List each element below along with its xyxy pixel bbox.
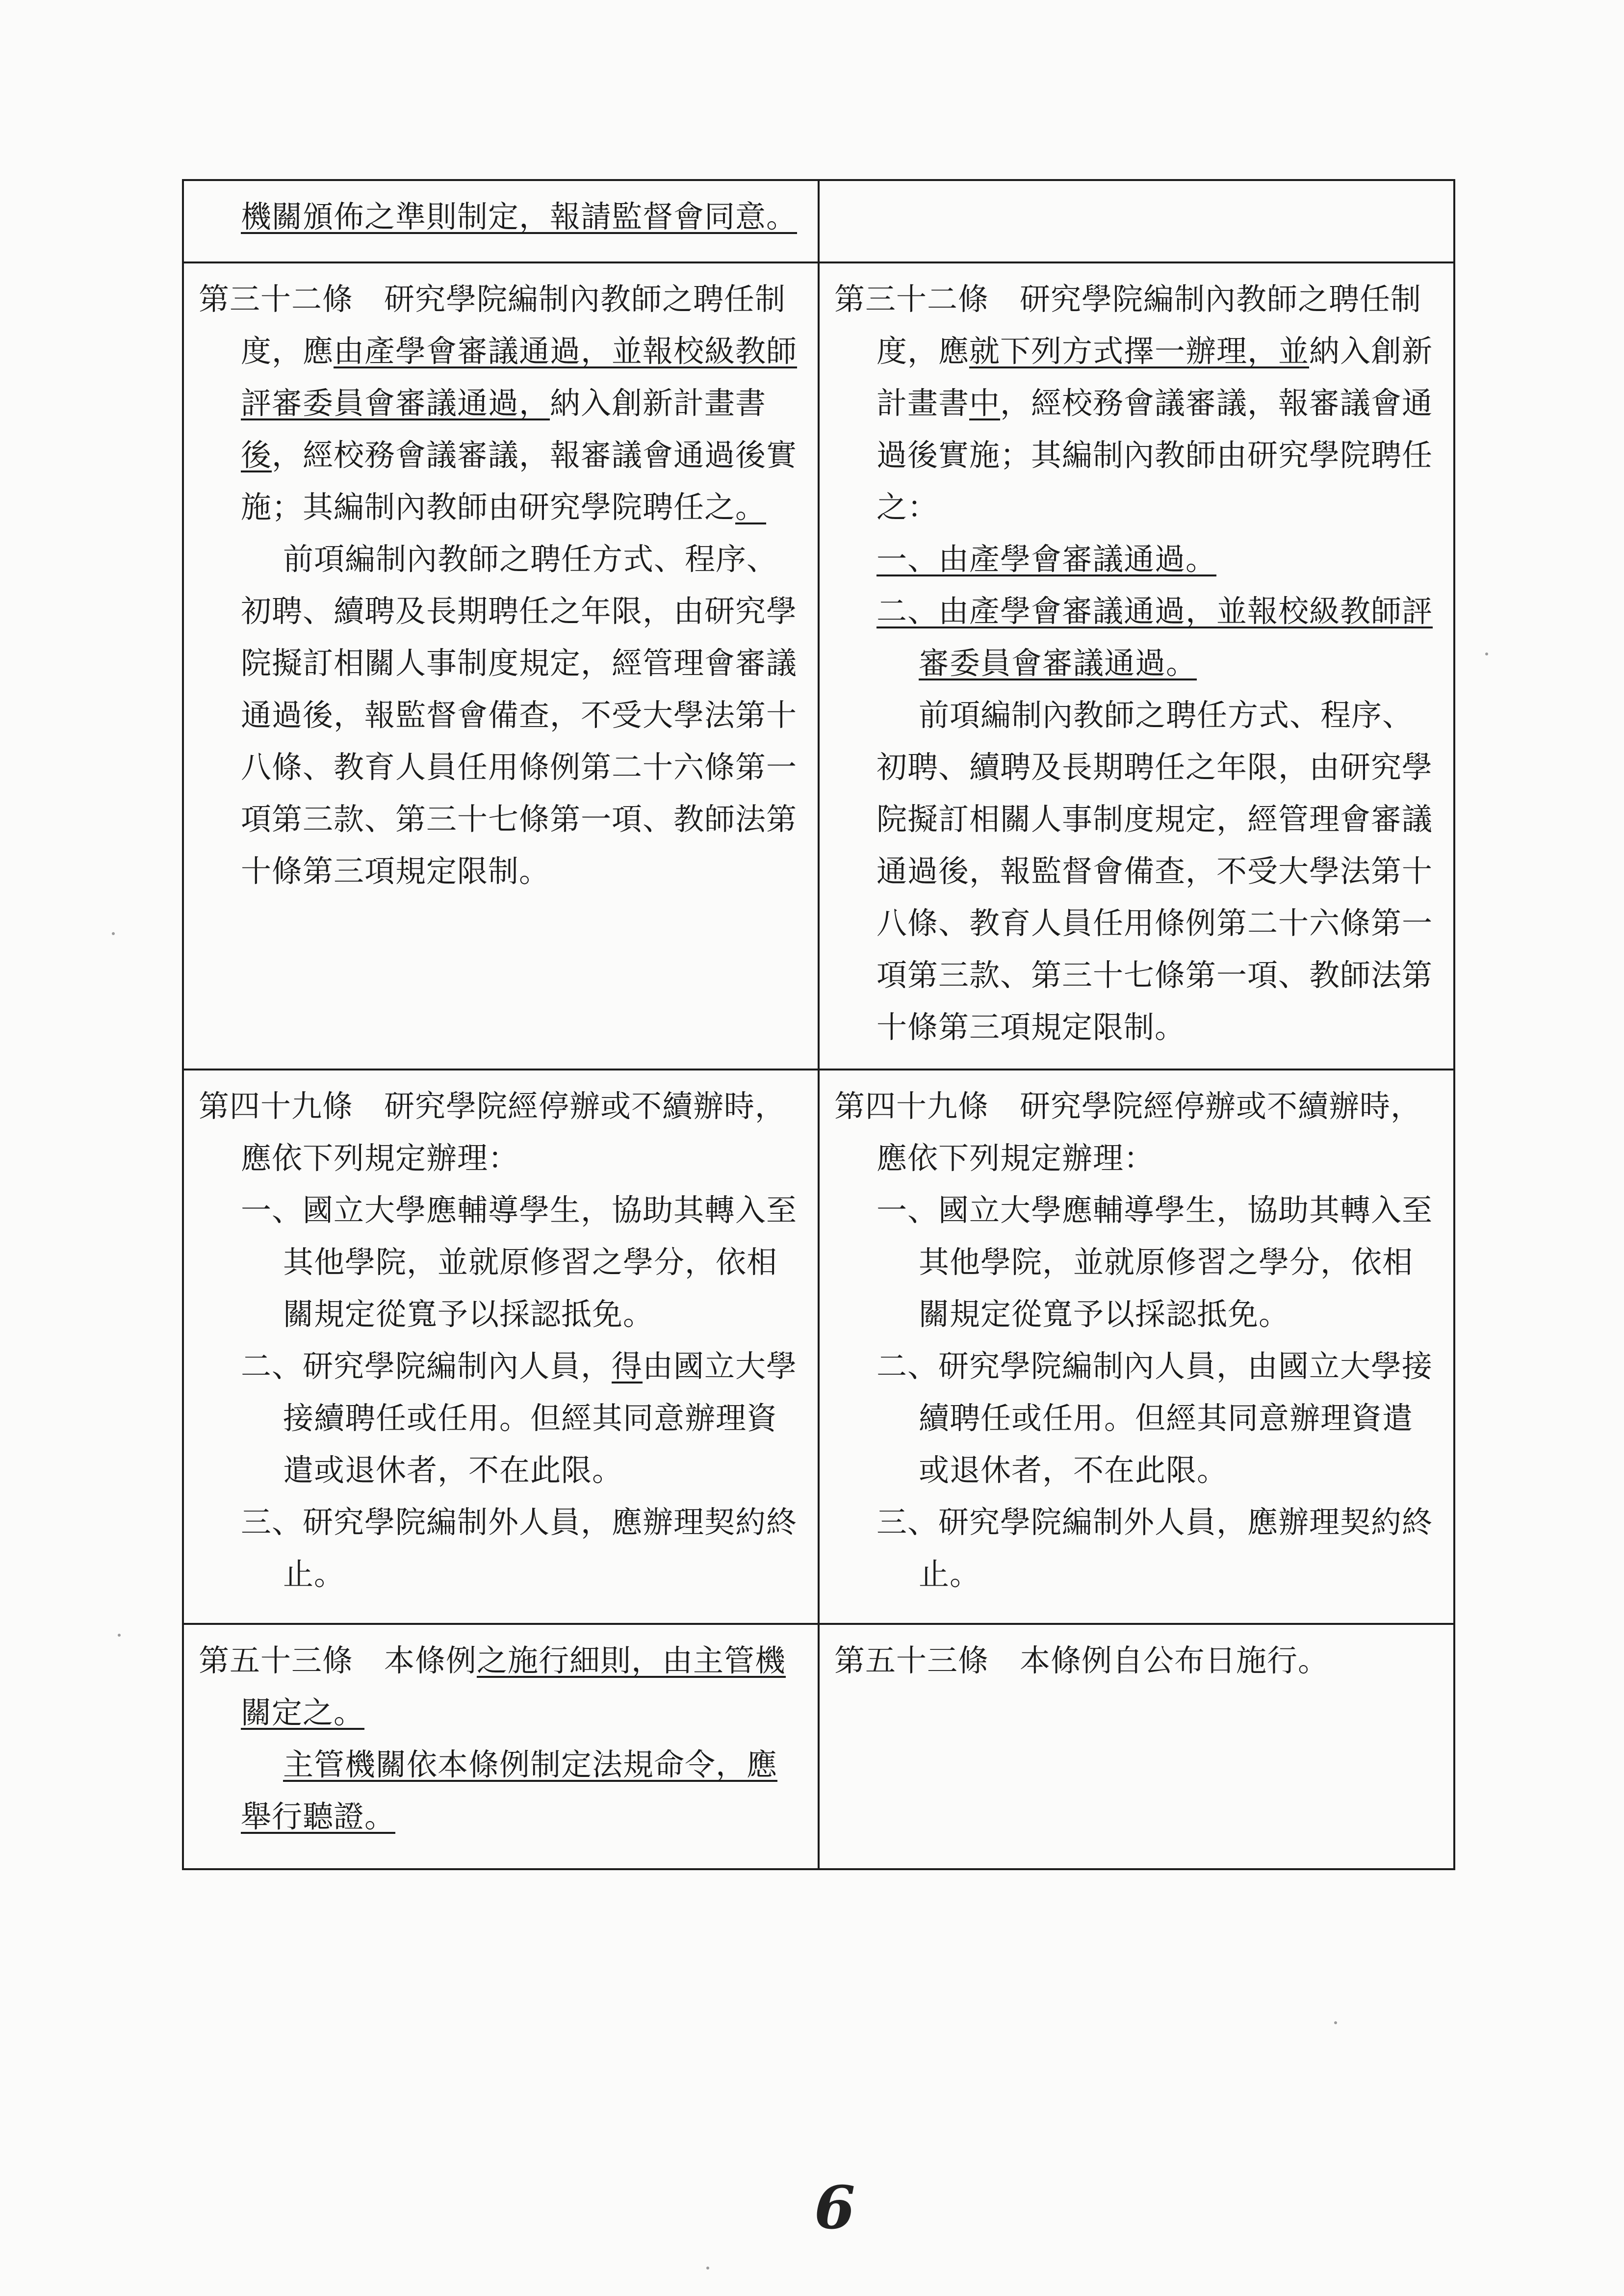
text-run: 由國立大學接續聘任或任用。但經其同意辦理資遣或退休者，不在此限。: [283, 1348, 798, 1488]
article-49-right-item3: 三、研究學院編制外人員，應辦理契約終止。: [876, 1504, 1433, 1592]
table-row: [183, 1070, 1454, 1624]
text-run: 二、研究學院編制內人員，: [241, 1348, 612, 1384]
article-32-left-p2: 前項編制內教師之聘任方式、程序、初聘、續聘及長期聘任之年限，由研究學院擬訂相關人事制度規定，經管理會審議通過後，報監督會備查，不受大學法第十八條、教育人員任用條例第二十六條第一項第三款、第三十七條第一項、教師法第十條第三項規定限制。: [241, 541, 798, 889]
scan-speck: [706, 2267, 709, 2270]
article-49-right-item1: 一、國立大學應輔導學生，協助其轉入至其他學院，並就原修習之學分，依相關規定從寬予以採認抵免。: [876, 1192, 1433, 1332]
article-49-left-item3: 三、研究學院編制外人員，應辦理契約終止。: [241, 1504, 798, 1592]
cell-right-article-32: [819, 262, 1454, 1070]
scan-speck: [1485, 652, 1488, 655]
underlined-run: 由產學會審議通過，並報校級教師評審委員會審議通過，: [241, 333, 798, 421]
underlined-run: 。: [735, 489, 767, 525]
article-53-left-p2: [199, 1739, 803, 1843]
article-49-right-head: 第四十九條 研究學院經停辦或不續辦時，應依下列規定辦理：: [834, 1088, 1422, 1176]
article-32-right-item1: [834, 533, 1439, 585]
table-row: [183, 1624, 1454, 1869]
table-row: [183, 262, 1454, 1070]
cell-right-article-49: [819, 1070, 1454, 1624]
underlined-run: 一、由產學會審議通過。: [876, 541, 1217, 577]
cell-right-continuation: [819, 180, 1454, 262]
cell-left-article-53: [183, 1624, 819, 1869]
article-32-right-p2: 前項編制內教師之聘任方式、程序、初聘、續聘及長期聘任之年限，由研究學院擬訂相關人事制度規定，經管理會審議通過後，報監督會備查，不受大學法第十八條、教育人員任用條例第二十六條第一項第三款、第三十七條第一項、教師法第十條第三項規定限制。: [876, 697, 1433, 1045]
article-53-right-head: 第五十三條 本條例自公布日施行。: [834, 1643, 1329, 1678]
underlined-run: 後: [241, 437, 272, 473]
scan-speck: [1334, 2021, 1337, 2024]
article-32-left-p1: [199, 273, 803, 533]
underlined-run: 就下列方式擇一辦理，並: [969, 333, 1310, 369]
text-run: 度，應: [876, 333, 970, 369]
text-run: 第五十三條 本條例: [199, 1643, 477, 1678]
table-row: [183, 180, 1454, 262]
text-run: 納入創新計畫書: [876, 333, 1433, 421]
article-heading: 第三十二條 研究學院編制內教師之聘任制: [834, 281, 1422, 317]
text-run: 納入創新計畫書: [550, 385, 767, 421]
continuation-text: 機關頒佈之準則制定，報請監督會同意。: [241, 199, 798, 235]
cell-right-article-53: [819, 1624, 1454, 1869]
underlined-run: 主管機關依本條例制定法規命令，應舉行聽證。: [241, 1747, 778, 1834]
scan-speck: [118, 1634, 121, 1637]
scan-speck: [112, 932, 115, 935]
article-49-left-item2: [199, 1340, 803, 1496]
comparison-table: [182, 179, 1455, 1870]
article-53-left-head: [199, 1635, 803, 1739]
article-32-right-item2: [834, 585, 1439, 689]
article-32-right-p1: [834, 273, 1439, 533]
underlined-run: 之施行細則，由主管機關定之。: [241, 1643, 786, 1730]
article-49-right-item2: 二、研究學院編制內人員，由國立大學接續聘任或任用。但經其同意辦理資遣或退休者，不在此限。: [876, 1348, 1433, 1488]
underlined-run: 二、由產學會審議通過，並報校級教師評審委員會審議通過。: [876, 593, 1433, 681]
article-heading: 第三十二條 研究學院編制內教師之聘任制: [199, 281, 786, 317]
page-number: 6: [814, 2173, 855, 2243]
cell-left-article-49: [183, 1070, 819, 1624]
underlined-run: 得: [612, 1348, 643, 1384]
cell-left-article-32: [183, 262, 819, 1070]
underlined-run: 中: [969, 385, 1001, 421]
article-49-left-head: 第四十九條 研究學院經停辦或不續辦時，應依下列規定辦理：: [199, 1088, 786, 1176]
text-run: ，經校務會議審議，報審議會通過後實施；其編制內教師由研究學院聘任之: [241, 437, 798, 525]
text-run: 度，應: [241, 333, 334, 369]
cell-left-continuation: [183, 180, 819, 262]
article-49-left-item1: 一、國立大學應輔導學生，協助其轉入至其他學院，並就原修習之學分，依相關規定從寬予以採認抵免。: [241, 1192, 798, 1332]
text-run: ，經校務會議審議，報審議會通過後實施；其編制內教師由研究學院聘任之：: [876, 385, 1433, 525]
